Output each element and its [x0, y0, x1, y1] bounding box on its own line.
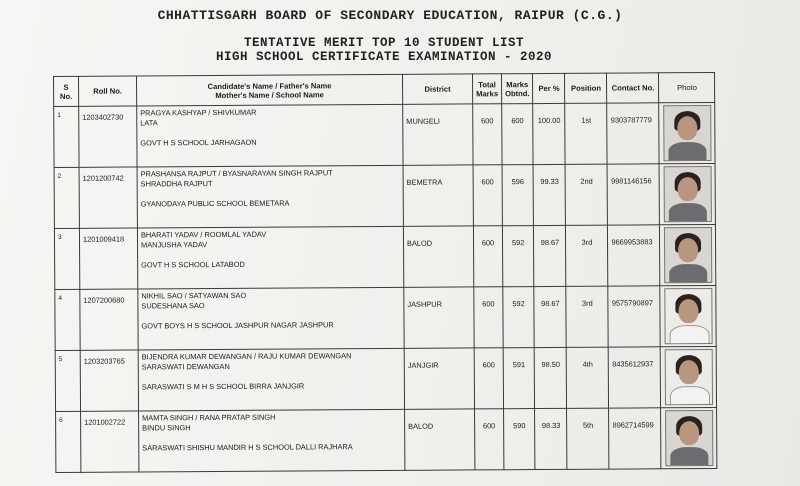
- board-title: CHHATTISGARH BOARD OF SECONDARY EDUCATION, RAIPUR (C.G.): [157, 8, 623, 23]
- photo-body: [669, 264, 707, 283]
- cell-roll: 1201200742: [79, 167, 137, 228]
- cell-names: [137, 226, 403, 289]
- school-name: GOVT H S SCHOOL LATABOD: [141, 260, 245, 270]
- cell-sno: 5: [55, 350, 80, 411]
- cell-district: MUNGELI: [403, 104, 473, 165]
- candidate-father-name: BHARATI YADAV / ROOMLAL YADAV: [140, 229, 267, 240]
- candidate-father-name: NIKHIL SAO / SATYAWAN SAO: [141, 290, 247, 301]
- cell-contact: 9669953883: [608, 225, 660, 286]
- photo-body: [669, 203, 707, 222]
- col-obtained: Marks Obtnd.: [501, 74, 533, 104]
- mother-name: BINDU SINGH: [142, 422, 191, 433]
- cell-photo: [659, 102, 715, 163]
- photo-face: [679, 421, 699, 445]
- cell-district: BALOD: [403, 226, 473, 287]
- cell-position: 5th: [567, 408, 609, 469]
- candidate-father-name: PRAGYA KASHYAP / SHIVKUMAR: [140, 107, 257, 118]
- cell-position: 3rd: [566, 225, 608, 286]
- col-total: Total Marks: [472, 74, 501, 104]
- cell-obtained: 592: [502, 226, 534, 287]
- col-name: [137, 74, 403, 106]
- col-position: Position: [565, 73, 607, 103]
- photo-body: [669, 325, 709, 344]
- cell-obtained: 596: [502, 165, 534, 226]
- cell-names: [139, 409, 405, 472]
- mother-name: SUDESHANA SAO: [141, 300, 205, 311]
- cell-position: 4th: [567, 347, 609, 408]
- student-photo: [665, 349, 713, 405]
- cell-roll: 1203402730: [79, 106, 137, 167]
- cell-position: 1st: [565, 103, 607, 164]
- col-name-line1: Candidate's Name / Father's Name: [207, 80, 332, 91]
- exam-title: HIGH SCHOOL CERTIFICATE EXAMINATION - 2020: [215, 50, 553, 64]
- cell-total: 600: [473, 226, 502, 287]
- cell-contact: 8962714599: [609, 408, 661, 469]
- cell-district: BEMETRA: [403, 165, 473, 226]
- cell-position: 2nd: [565, 164, 607, 225]
- col-contact: Contact No.: [607, 73, 659, 103]
- cell-sno: 4: [55, 289, 80, 350]
- photo-face: [678, 177, 698, 201]
- table-body: [54, 102, 718, 472]
- student-photo: [664, 227, 712, 283]
- col-percent: Per %: [533, 73, 565, 103]
- table-row: [54, 163, 716, 228]
- cell-contact: 9575790897: [608, 286, 660, 347]
- cell-names: [138, 348, 404, 411]
- table-row: [54, 102, 716, 167]
- photo-body: [668, 142, 706, 161]
- photo-body: [670, 386, 710, 405]
- cell-total: 600: [473, 165, 502, 226]
- cell-photo: [661, 407, 717, 468]
- merit-table-wrapper: [53, 72, 718, 473]
- cell-district: BALOD: [405, 409, 475, 470]
- student-photo: [664, 288, 712, 344]
- table-row: [55, 346, 717, 411]
- cell-names: [138, 287, 404, 350]
- cell-total: 600: [474, 287, 503, 348]
- school-name: GYANODAYA PUBLIC SCHOOL BEMETARA: [140, 198, 290, 209]
- table-row: [55, 285, 717, 350]
- candidate-father-name: BIJENDRA KUMAR DEWANGAN / RAJU KUMAR DEWANGAN: [141, 351, 352, 362]
- mother-name: LATA: [140, 117, 158, 128]
- school-name: SARASWATI SHISHU MANDIR H S SCHOOL DALLI RAJHARA: [142, 442, 353, 453]
- cell-roll: 1207200680: [80, 289, 138, 350]
- cell-total: 600: [473, 104, 502, 165]
- candidate-father-name: PRASHANSA RAJPUT / BYASNARAYAN SINGH RAJPUT: [140, 168, 333, 179]
- candidate-father-name: MAMTA SINGH / RANA PRATAP SINGH: [142, 412, 276, 423]
- student-photo: [663, 166, 711, 222]
- cell-percent: 99.33: [533, 164, 565, 225]
- cell-position: 3rd: [566, 286, 608, 347]
- cell-names: [137, 165, 403, 228]
- list-title: TENTATIVE MERIT TOP 10 STUDENT LIST: [243, 36, 525, 50]
- cell-sno: 3: [54, 228, 79, 289]
- cell-district: JASHPUR: [404, 287, 474, 348]
- cell-roll: 1201009418: [79, 228, 137, 289]
- col-name-line2: Mother's Name / School Name: [215, 89, 324, 100]
- cell-percent: 98.33: [535, 408, 567, 469]
- mother-name: MANJUSHA YADAV: [141, 239, 208, 250]
- cell-sno: 6: [56, 411, 81, 472]
- cell-total: 600: [475, 409, 504, 470]
- cell-photo: [659, 163, 715, 224]
- cell-obtained: 591: [503, 348, 535, 409]
- cell-photo: [660, 224, 716, 285]
- cell-contact: 8435612937: [609, 347, 661, 408]
- merit-table: [53, 72, 718, 473]
- school-name: SARASWATI S M H S SCHOOL BIRRA JANJGIR: [141, 381, 305, 392]
- cell-obtained: 592: [503, 287, 535, 348]
- cell-contact: 9303787779: [607, 103, 659, 164]
- cell-roll: 1201002722: [81, 411, 139, 472]
- cell-sno: 2: [54, 167, 79, 228]
- cell-percent: 98.50: [535, 347, 567, 408]
- cell-roll: 1203203765: [80, 350, 138, 411]
- col-roll: Roll No.: [79, 76, 137, 106]
- mother-name: SHRADDHA RAJPUT: [140, 178, 213, 189]
- cell-sno: 1: [54, 106, 79, 167]
- cell-contact: 9981146156: [607, 164, 659, 225]
- photo-face: [678, 238, 698, 262]
- cell-percent: 98.67: [534, 225, 566, 286]
- photo-face: [678, 299, 698, 323]
- cell-percent: 98.67: [534, 286, 566, 347]
- cell-percent: 100.00: [533, 103, 565, 164]
- cell-total: 600: [474, 348, 503, 409]
- photo-face: [679, 360, 699, 384]
- school-name: GOVT H S SCHOOL JARHAGAON: [140, 137, 257, 148]
- school-name: GOVT BOYS H S SCHOOL JASHPUR NAGAR JASHPUR: [141, 320, 334, 331]
- cell-names: [137, 104, 403, 167]
- cell-obtained: 600: [502, 104, 534, 165]
- mother-name: SARASWATI DEWANGAN: [141, 361, 230, 372]
- cell-obtained: 590: [503, 409, 535, 470]
- photo-face: [677, 116, 697, 140]
- table-row: [54, 224, 716, 289]
- col-district: District: [402, 74, 472, 104]
- photo-body: [670, 447, 708, 466]
- student-photo: [665, 410, 713, 466]
- cell-photo: [660, 285, 716, 346]
- student-photo: [663, 105, 711, 161]
- cell-district: JANJGIR: [404, 348, 474, 409]
- col-photo: Photo: [659, 72, 715, 102]
- cell-photo: [661, 346, 717, 407]
- table-row: [56, 407, 718, 472]
- table-header-row: [54, 72, 716, 106]
- col-sno: S No.: [54, 76, 79, 106]
